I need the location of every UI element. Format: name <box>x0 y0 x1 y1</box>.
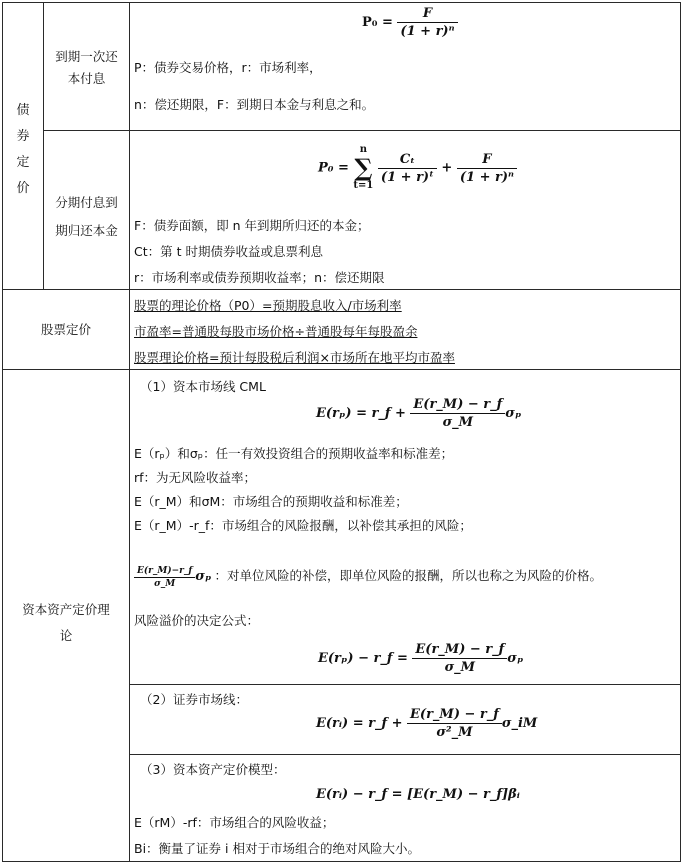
cml-desc-3: E（r_M）和σM：市场组合的预期收益和标准差； <box>134 494 408 509</box>
capm-label: 资本资产定价理 论 <box>22 602 110 643</box>
sml-formula: E(rᵢ) = r_f + $\frac{E(r\_M) - r\_f}{\text{σ²\_M}}$ σ_iM <box>316 707 538 740</box>
border-left <box>2 2 3 862</box>
cml-desc-4: E（r_M）-r_f：市场组合的风险报酬，以补偿其承担的风险； <box>134 518 472 533</box>
row-divider-model <box>129 754 681 755</box>
premium-formula: E(rₚ) − r_f = $\frac{E(r\_M) - r\_f}{\sigma\_M}$ σₚ <box>318 642 524 675</box>
border-bottom <box>2 861 681 862</box>
row-divider-stock <box>2 289 681 290</box>
stock-line-1: 股票的理论价格（P0）=预期股息收入/市场利率 <box>134 298 402 313</box>
border-right <box>680 2 681 862</box>
cml-heading: （1）资本市场线 CML <box>140 379 266 394</box>
bond-installment-formula: P₀ = n ∑ t=1 $\frac{\text{Cₜ}}{\text{(1 + r)ᵗ}}$ + $\frac{F}{\text{(1 + r)ⁿ}}$ <box>318 143 517 193</box>
bond-once-label: 到期一次还 本付息 <box>55 49 118 86</box>
col-divider-2 <box>129 2 130 862</box>
row-divider-sml <box>129 684 681 685</box>
border-top <box>2 2 681 3</box>
model-desc-1: E（rM）-rf：市场组合的风险收益； <box>134 815 335 830</box>
risk-price-formula: $\frac{E(r\_M)-r\_f}{\sigma\_M}$ σₚ <box>134 573 214 583</box>
bond-char: 价 <box>16 181 30 196</box>
row-divider-capm <box>2 369 681 370</box>
bond-installment-desc-2: Ct：第 t 时期债券收益或息票利息 <box>134 244 323 259</box>
bond-installment-desc-3: r：市场利率或债券预期收益率；n：偿还期限 <box>134 270 385 285</box>
sml-heading: （2）证券市场线： <box>140 692 248 707</box>
stock-line-3: 股票理论价格=预计每股税后利润×市场所在地平均市盈率 <box>134 350 455 365</box>
bond-installment-desc-1: F：债券面额，即 n 年到期所归还的本金； <box>134 218 370 233</box>
model-formula: E(rᵢ) − r_f = [E(r_M) − r_f]βᵢ <box>316 787 520 802</box>
bond-once-formula: P₀ = $\frac{F}{\text{(1 + r)ⁿ}}$ <box>362 6 458 39</box>
bond-char: 券 <box>16 129 30 144</box>
premium-title: 风险溢价的决定公式： <box>134 613 260 628</box>
row-divider-bond-sub <box>43 130 681 131</box>
bond-once-desc-2: n：偿还期限，F：到期日本金与利息之和。 <box>134 97 375 112</box>
stock-label: 股票定价 <box>40 322 91 337</box>
model-heading: （3）资本资产定价模型： <box>140 762 286 777</box>
cml-desc-5: $\frac{E(r\_M)-r\_f}{\sigma\_M}$ σₚ ：对单位风险的补偿，即单位风险的报酬，所以也称之为风险的价格。 <box>134 565 602 589</box>
bond-installment-label: 分期付息到 期归还本金 <box>55 195 118 238</box>
bond-char: 债 <box>16 103 30 118</box>
cml-formula: E(rₚ) = r_f + $\frac{E(r\_M) - r\_f}{\sigma\_M}$ σₚ <box>316 397 522 430</box>
bond-char: 定 <box>16 155 30 170</box>
cml-desc-1: E（rₚ）和σₚ：任一有效投资组合的预期收益率和标准差； <box>134 446 454 461</box>
cml-desc-2: rf：为无风险收益率； <box>134 470 257 485</box>
stock-line-2: 市盈率=普通股每股市场价格÷普通股每年每股盈余 <box>134 324 418 339</box>
bond-once-desc-1: P：债券交易价格，r：市场利率， <box>134 60 322 75</box>
model-desc-2: Bi：衡量了证券 i 相对于市场组合的绝对风险大小。 <box>134 841 420 856</box>
